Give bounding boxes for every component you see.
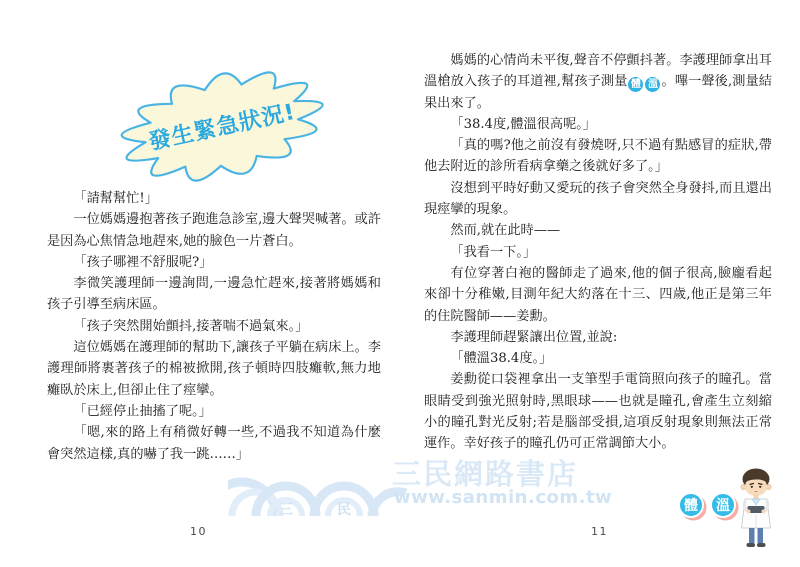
- paragraph-text: 。嗶一聲後,測量結果出來了。: [424, 74, 772, 111]
- paragraph: 「嗯,來的路上有稍微好轉一些,不過我不知道為什麼會突然這樣,真的嚇了我一跳……」: [47, 425, 381, 462]
- sticker-badge-body: 體: [678, 492, 704, 518]
- paragraph: 「孩子突然開始顫抖,接著喘不過氣來。」: [73, 318, 309, 334]
- paragraph: 「我看一下。」: [450, 244, 537, 260]
- paragraph: 「請幫幫忙!」: [73, 191, 158, 206]
- logo-char-min: 民: [337, 502, 351, 518]
- doctor-character-icon: [731, 465, 781, 560]
- young-doctor-illustration: [731, 465, 781, 560]
- paragraph: 一位媽媽邊抱著孩子跑進急診室,邊大聲哭喊著。或許是因為心焦情急地趕來,她的臉色一片蒼白。: [47, 212, 381, 249]
- paragraph-text: 媽媽的心情尚未平復,聲音不停顫抖著。李護理師拿出耳溫槍放入孩子的耳道裡,幫孩子測量: [424, 53, 772, 90]
- paragraph: [424, 50, 772, 114]
- emergency-burst-label: 發生緊急狀況!: [146, 99, 298, 156]
- paragraph: 有位穿著白袍的醫師走了過來,他的個子很高,臉龐看起來卻十分稚嫩,目測年紀大約落在十三、四歲,他正是第三年的住院醫師——姜勳。: [424, 265, 772, 324]
- watermark-store-name: 三民網路書店: [392, 457, 579, 491]
- page-number-left: 10: [190, 525, 207, 538]
- paragraph: 「真的嗎?他之前沒有發燒呀,只不過有點感冒的症狀,帶他去附近的診所看病拿藥之後就好多了。」: [424, 138, 772, 175]
- paragraph: 姜勳從口袋裡拿出一支筆型手電筒照向孩子的瞳孔。當眼睛受到強光照射時,黑眼球——也就是瞳孔,會產生立刻縮小的瞳孔對光反射;若是腦部受損,這項反射現象則無法正常運作。幸好孩子的瞳孔仍可正常調節大小。: [424, 372, 772, 452]
- paragraph: 李微笑護理師一邊詢問,一邊急忙趕來,接著將媽媽和孩子引導至病床區。: [47, 276, 381, 313]
- page-number-right: 11: [591, 525, 608, 538]
- paragraph: 「38.4度,體溫很高呢。」: [450, 116, 597, 132]
- keyword-badge-temp-icon: 溫: [645, 77, 660, 92]
- left-page-text: [47, 188, 381, 465]
- starburst-shape-icon: [90, 50, 354, 202]
- right-page-text: [424, 50, 772, 455]
- paragraph: 這位媽媽在護理師的幫助下,讓孩子平躺在病床上。李護理師將裹著孩子的棉被掀開,孩子頓時四肢癱軟,無力地癱臥於床上,但卻止住了痙攣。: [47, 340, 381, 398]
- emergency-burst-bubble: [90, 50, 354, 202]
- sticker-badge-temp: 溫: [710, 492, 736, 518]
- paragraph: 「已經停止抽搐了呢。」: [73, 403, 212, 419]
- paragraph: 「體溫38.4度。」: [450, 351, 553, 367]
- paragraph: 沒想到平時好動又愛玩的孩子會突然全身發抖,而且還出現痙攣的現象。: [424, 180, 772, 218]
- keyword-badge-body-icon: 體: [628, 77, 643, 92]
- paragraph: 然而,就在此時——: [450, 223, 561, 239]
- logo-char-san: 三: [279, 502, 293, 518]
- paragraph: 李護理師趕緊讓出位置,並說:: [450, 329, 618, 345]
- paragraph: 「孩子哪裡不舒服呢?」: [73, 254, 213, 270]
- watermark-url: www.sanmin.com.tw: [394, 487, 613, 508]
